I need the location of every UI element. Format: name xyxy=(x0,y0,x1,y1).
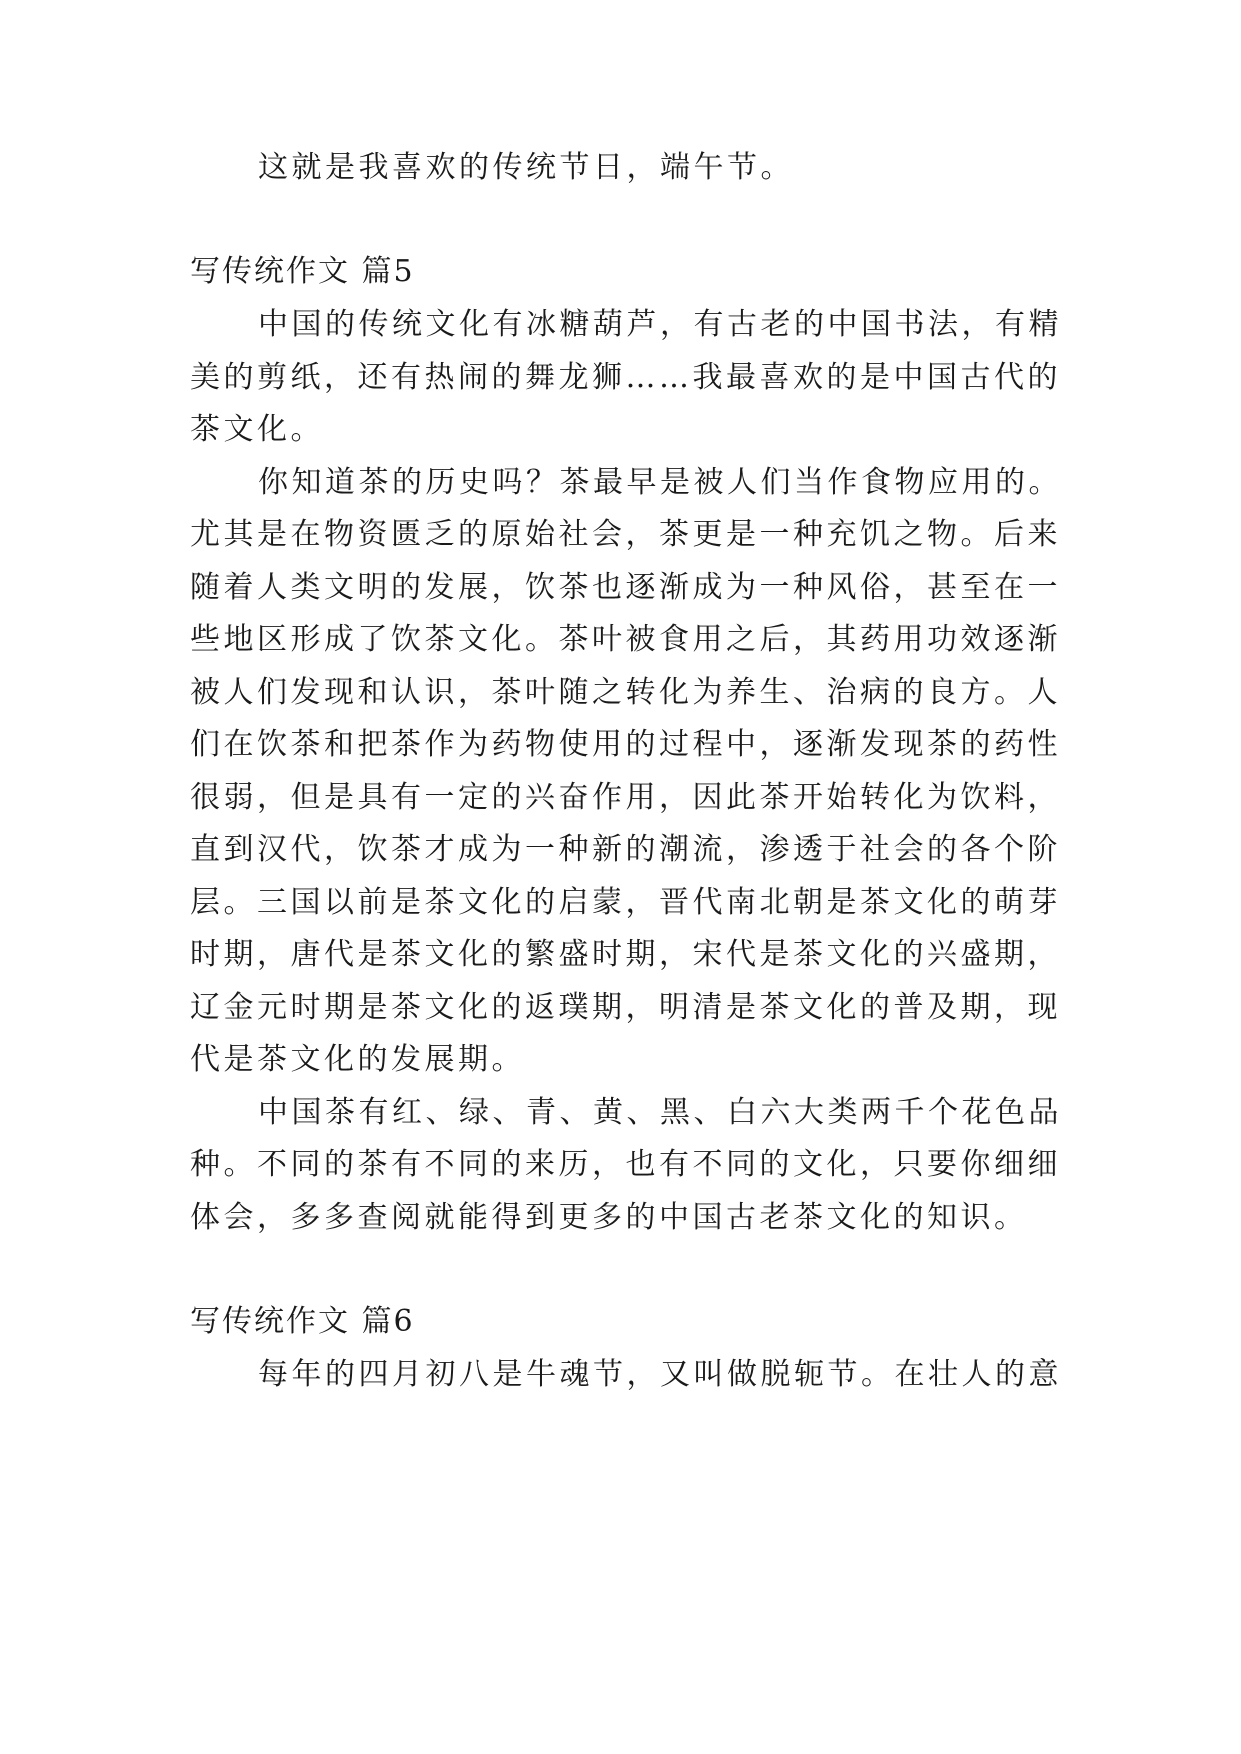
section-heading-6: 写传统作文 篇6 xyxy=(190,1304,415,1339)
paragraph-line: 体会，多多查阅就能得到更多的中国古老茶文化的知识。 xyxy=(190,1200,1028,1235)
paragraph-line: 层。三国以前是茶文化的启蒙，晋代南北朝是茶文化的萌芽 xyxy=(190,885,1061,920)
paragraph-line: 美的剪纸，还有热闹的舞龙狮……我最喜欢的是中国古代的 xyxy=(190,360,1061,395)
paragraph-line: 们在饮茶和把茶作为药物使用的过程中，逐渐发现茶的药性 xyxy=(190,727,1061,762)
section-heading-5: 写传统作文 篇5 xyxy=(190,254,415,289)
paragraph-line: 种。不同的茶有不同的来历，也有不同的文化，只要你细细 xyxy=(190,1147,1061,1182)
paragraph-line: 茶文化。 xyxy=(190,412,324,447)
paragraph-line: 些地区形成了饮茶文化。茶叶被食用之后，其药用功效逐渐 xyxy=(190,622,1061,657)
paragraph-line: 中国的传统文化有冰糖葫芦，有古老的中国书法，有精 xyxy=(258,307,1062,342)
paragraph-line: 随着人类文明的发展，饮茶也逐渐成为一种风俗，甚至在一 xyxy=(190,570,1061,605)
paragraph-line: 你知道茶的历史吗？茶最早是被人们当作食物应用的。 xyxy=(258,465,1062,500)
paragraph-line: 每年的四月初八是牛魂节，又叫做脱轭节。在壮人的意 xyxy=(258,1357,1062,1392)
closing-line: 这就是我喜欢的传统节日，端午节。 xyxy=(258,150,794,185)
paragraph-line: 中国茶有红、绿、青、黄、黑、白六大类两千个花色品 xyxy=(258,1095,1062,1130)
paragraph-line: 被人们发现和认识，茶叶随之转化为养生、治病的良方。人 xyxy=(190,675,1061,710)
paragraph-line: 辽金元时期是茶文化的返璞期，明清是茶文化的普及期，现 xyxy=(190,990,1061,1025)
paragraph-line: 时期，唐代是茶文化的繁盛时期，宋代是茶文化的兴盛期， xyxy=(190,937,1061,972)
paragraph-line: 直到汉代，饮茶才成为一种新的潮流，渗透于社会的各个阶 xyxy=(190,832,1061,867)
paragraph-line: 尤其是在物资匮乏的原始社会，茶更是一种充饥之物。后来 xyxy=(190,517,1061,552)
paragraph-line: 很弱，但是具有一定的兴奋作用，因此茶开始转化为饮料， xyxy=(190,780,1061,815)
paragraph-line: 代是茶文化的发展期。 xyxy=(190,1042,525,1077)
